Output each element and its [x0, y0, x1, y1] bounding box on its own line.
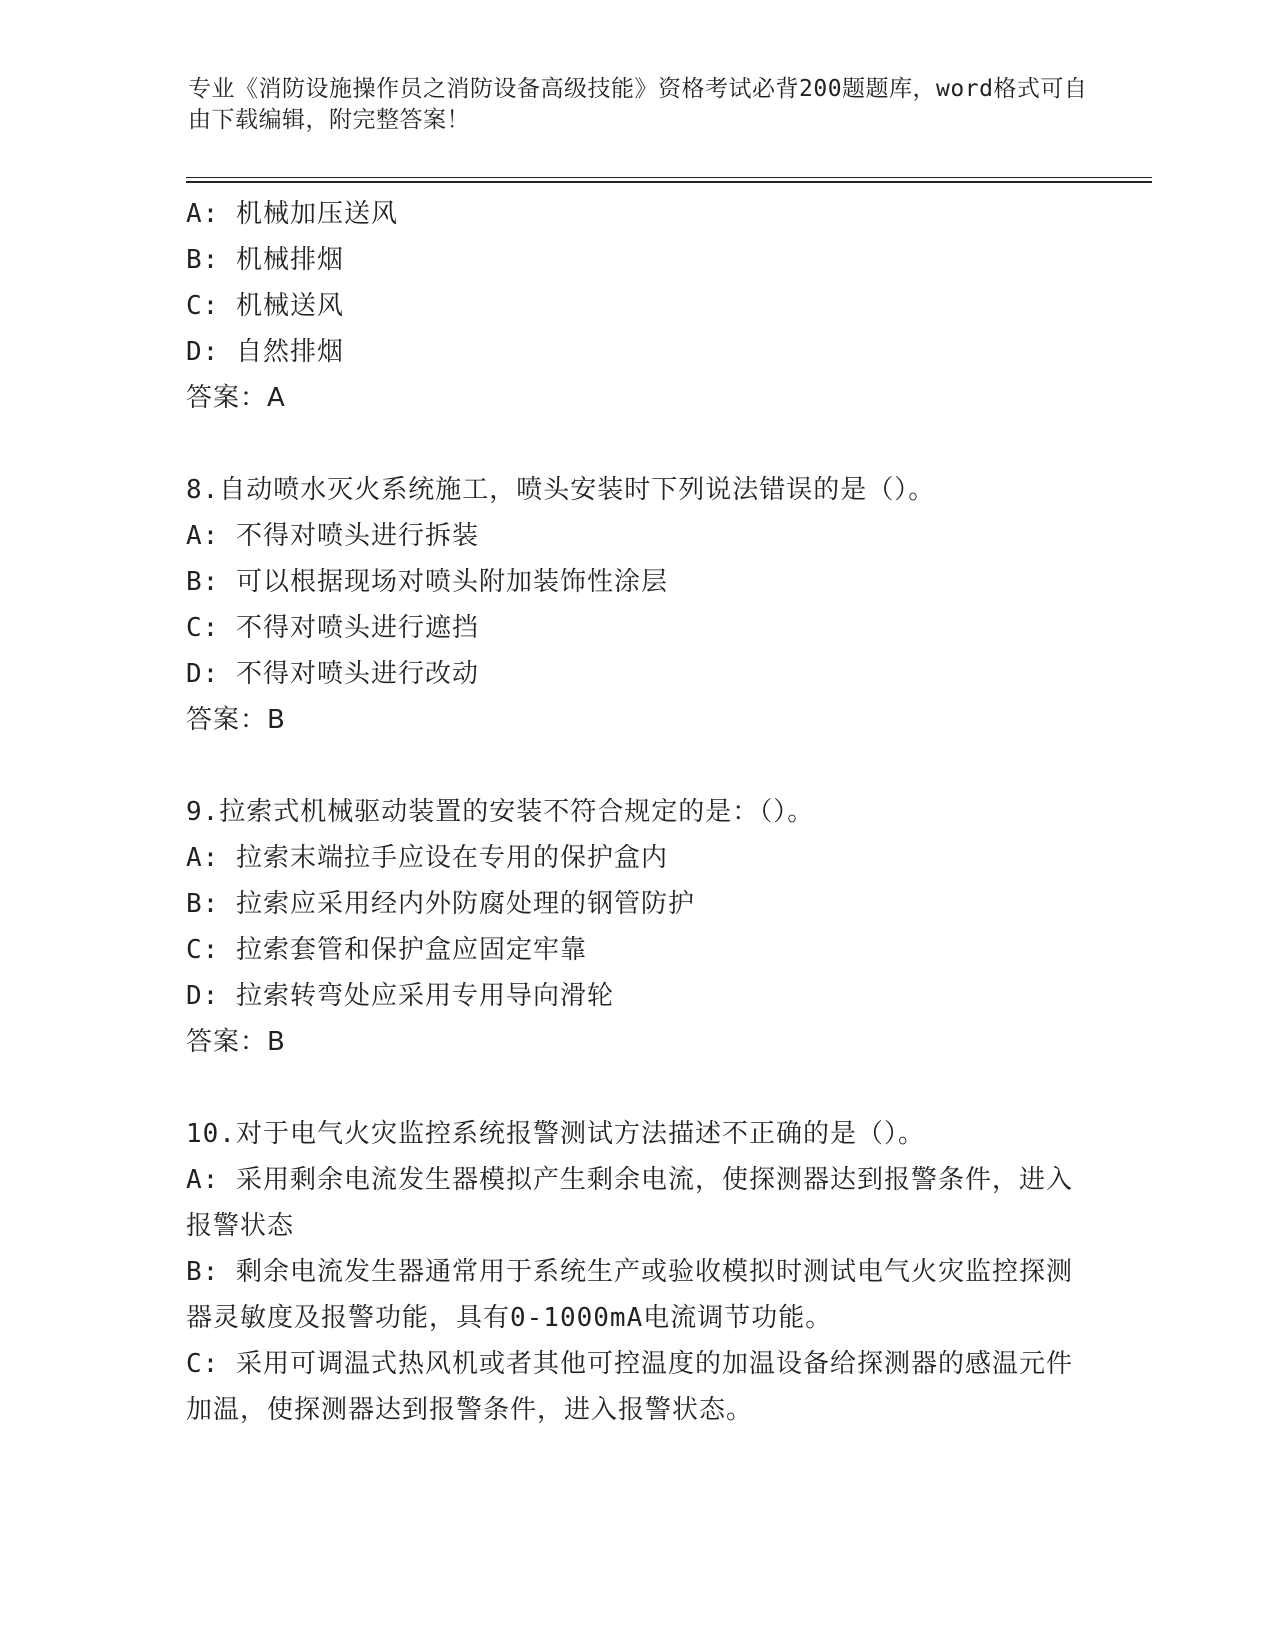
spacer	[186, 421, 1086, 467]
option-b: B: 拉索应采用经内外防腐处理的钢管防护	[186, 889, 695, 919]
option-b: B: 可以根据现场对喷头附加装饰性涂层	[186, 567, 668, 597]
question-10-block	[186, 1111, 1086, 1433]
header-divider-thick	[186, 181, 1152, 183]
question-7-block	[186, 191, 1086, 421]
answer: 答案：A	[186, 383, 286, 413]
option-b: B: 剩余电流发生器通常用于系统生产或验收模拟时测试电气火灾监控探测器灵敏度及报警功能，具有0-1000mA电流调节功能。	[186, 1257, 1073, 1333]
question-9-block	[186, 789, 1086, 1065]
option-a: A: 机械加压送风	[186, 199, 398, 229]
header-divider-thin	[186, 177, 1152, 178]
option-c: C: 机械送风	[186, 291, 344, 321]
option-c: C: 不得对喷头进行遮挡	[186, 613, 479, 643]
option-a: A: 采用剩余电流发生器模拟产生剩余电流，使探测器达到报警条件，进入报警状态	[186, 1165, 1073, 1241]
question-text: 8.自动喷水灭火系统施工，喷头安装时下列说法错误的是（）。	[186, 475, 936, 505]
question-text: 9.拉索式机械驱动装置的安装不符合规定的是：（）。	[186, 797, 815, 827]
answer: 答案：B	[186, 705, 286, 735]
question-list	[186, 191, 1086, 1433]
document-header: 专业《消防设施操作员之消防设备高级技能》资格考试必背200题题库，word格式可自由下载编辑，附完整答案！	[188, 76, 1088, 133]
spacer	[186, 743, 1086, 789]
spacer	[186, 1065, 1086, 1111]
question-8-block	[186, 467, 1086, 743]
option-d: D: 不得对喷头进行改动	[186, 659, 479, 689]
option-b: B: 机械排烟	[186, 245, 344, 275]
option-c: C: 拉索套管和保护盒应固定牢靠	[186, 935, 587, 965]
option-d: D: 自然排烟	[186, 337, 344, 367]
option-c: C: 采用可调温式热风机或者其他可控温度的加温设备给探测器的感温元件加温，使探测器达到报警条件，进入报警状态。	[186, 1349, 1073, 1425]
option-d: D: 拉索转弯处应采用专用导向滑轮	[186, 981, 614, 1011]
question-text: 10.对于电气火灾监控系统报警测试方法描述不正确的是（）。	[186, 1119, 925, 1149]
option-a: A: 拉索末端拉手应设在专用的保护盒内	[186, 843, 668, 873]
answer: 答案：B	[186, 1027, 286, 1057]
option-a: A: 不得对喷头进行拆装	[186, 521, 479, 551]
